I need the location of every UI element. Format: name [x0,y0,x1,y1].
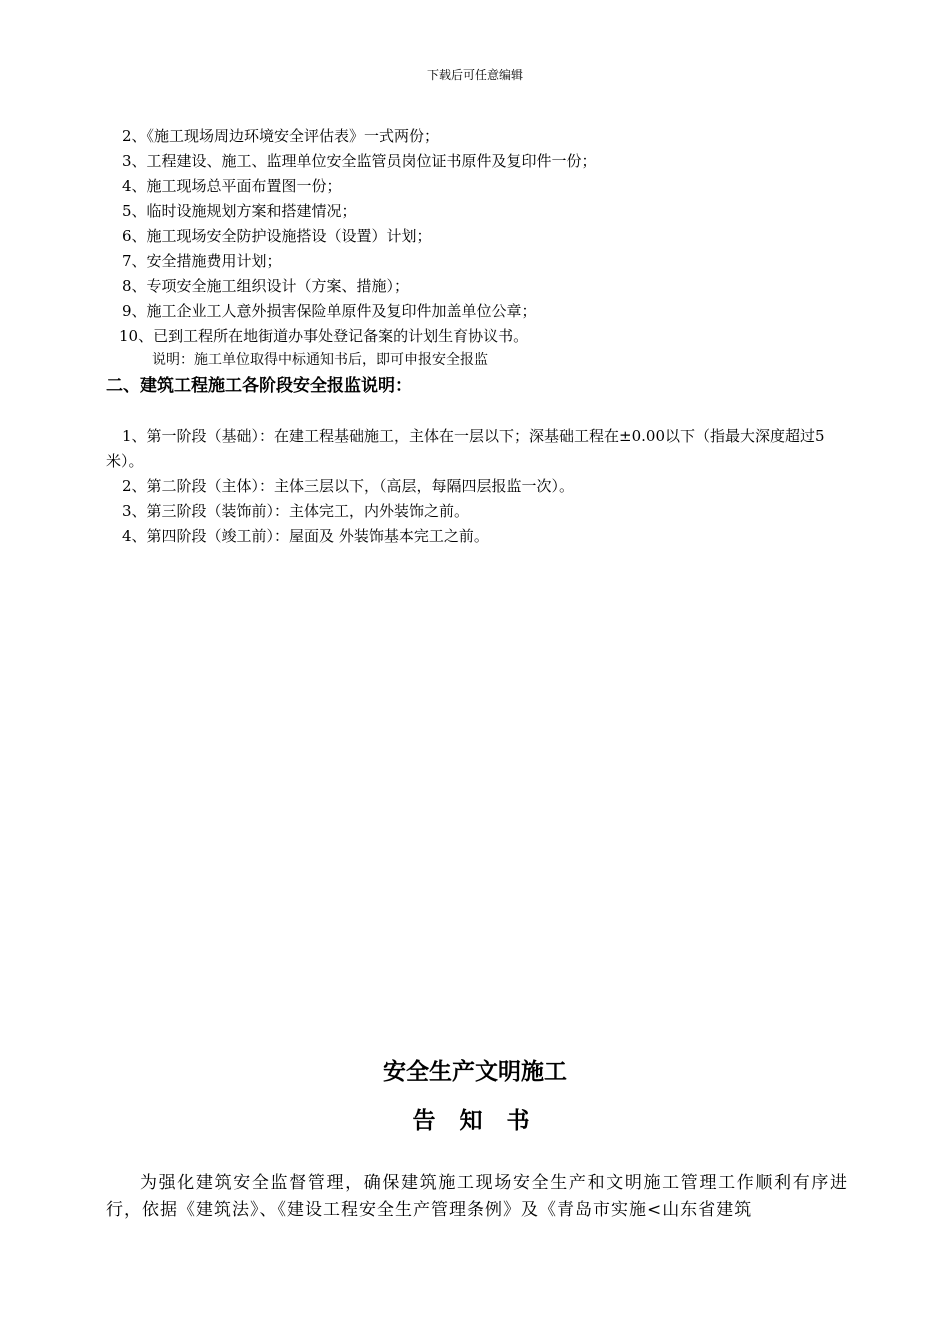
list-item: 4、施工现场总平面布置图一份； [122,177,342,195]
list-item: 7、安全措施费用计划； [122,252,282,270]
list-item: 2、《施工现场周边环境安全评估表》一式两份； [122,127,440,145]
notice-subtitle: 告 知 书 [412,1107,538,1134]
notice-title: 安全生产文明施工 [383,1058,567,1085]
section-heading: 二、建筑工程施工各阶段安全报监说明： [106,376,412,396]
stage-paragraph: 2、第二阶段（主体）：主体三层以下，（高层，每隔四层报监一次）。 [122,477,575,495]
list-item: 3、工程建设、施工、监理单位安全监管员岗位证书原件及复印件一份； [122,152,597,170]
list-item: 10、已到工程所在地街道办事处登记备案的计划生育协议书。 [119,327,529,345]
stages-list [106,424,848,549]
list-item: 6、施工现场安全防护设施搭设（设置）计划； [122,227,432,245]
stage-paragraph: 4、第四阶段（竣工前）：屋面及 外装饰基本完工之前。 [122,527,489,545]
notice-body: 为强化建筑安全监督管理，确保建筑施工现场安全生产和文明施工管理工作顺利有序进行，依据《建筑法》、《建设工程安全生产管理条例》及《青岛市实施<山东省建筑 [106,1173,848,1220]
page-header-note: 下载后可任意编辑 [426,68,523,82]
list-item: 9、施工企业工人意外损害保险单原件及复印件加盖单位公章； [122,302,537,320]
requirements-list [119,124,597,349]
stage-paragraph: 3、第三阶段（装饰前）：主体完工，内外装饰之前。 [122,502,470,520]
list-item: 5、临时设施规划方案和搭建情况； [122,202,357,220]
stage-paragraph: 1、第一阶段（基础）：在建工程基础施工，主体在一层以下；深基础工程在±0.00以下（指最大深度超过5米）。 [106,427,825,470]
note-text: 说明：施工单位取得中标通知书后，即可申报安全报监 [152,352,488,368]
list-item: 8、专项安全施工组织设计（方案、措施）； [122,277,410,295]
